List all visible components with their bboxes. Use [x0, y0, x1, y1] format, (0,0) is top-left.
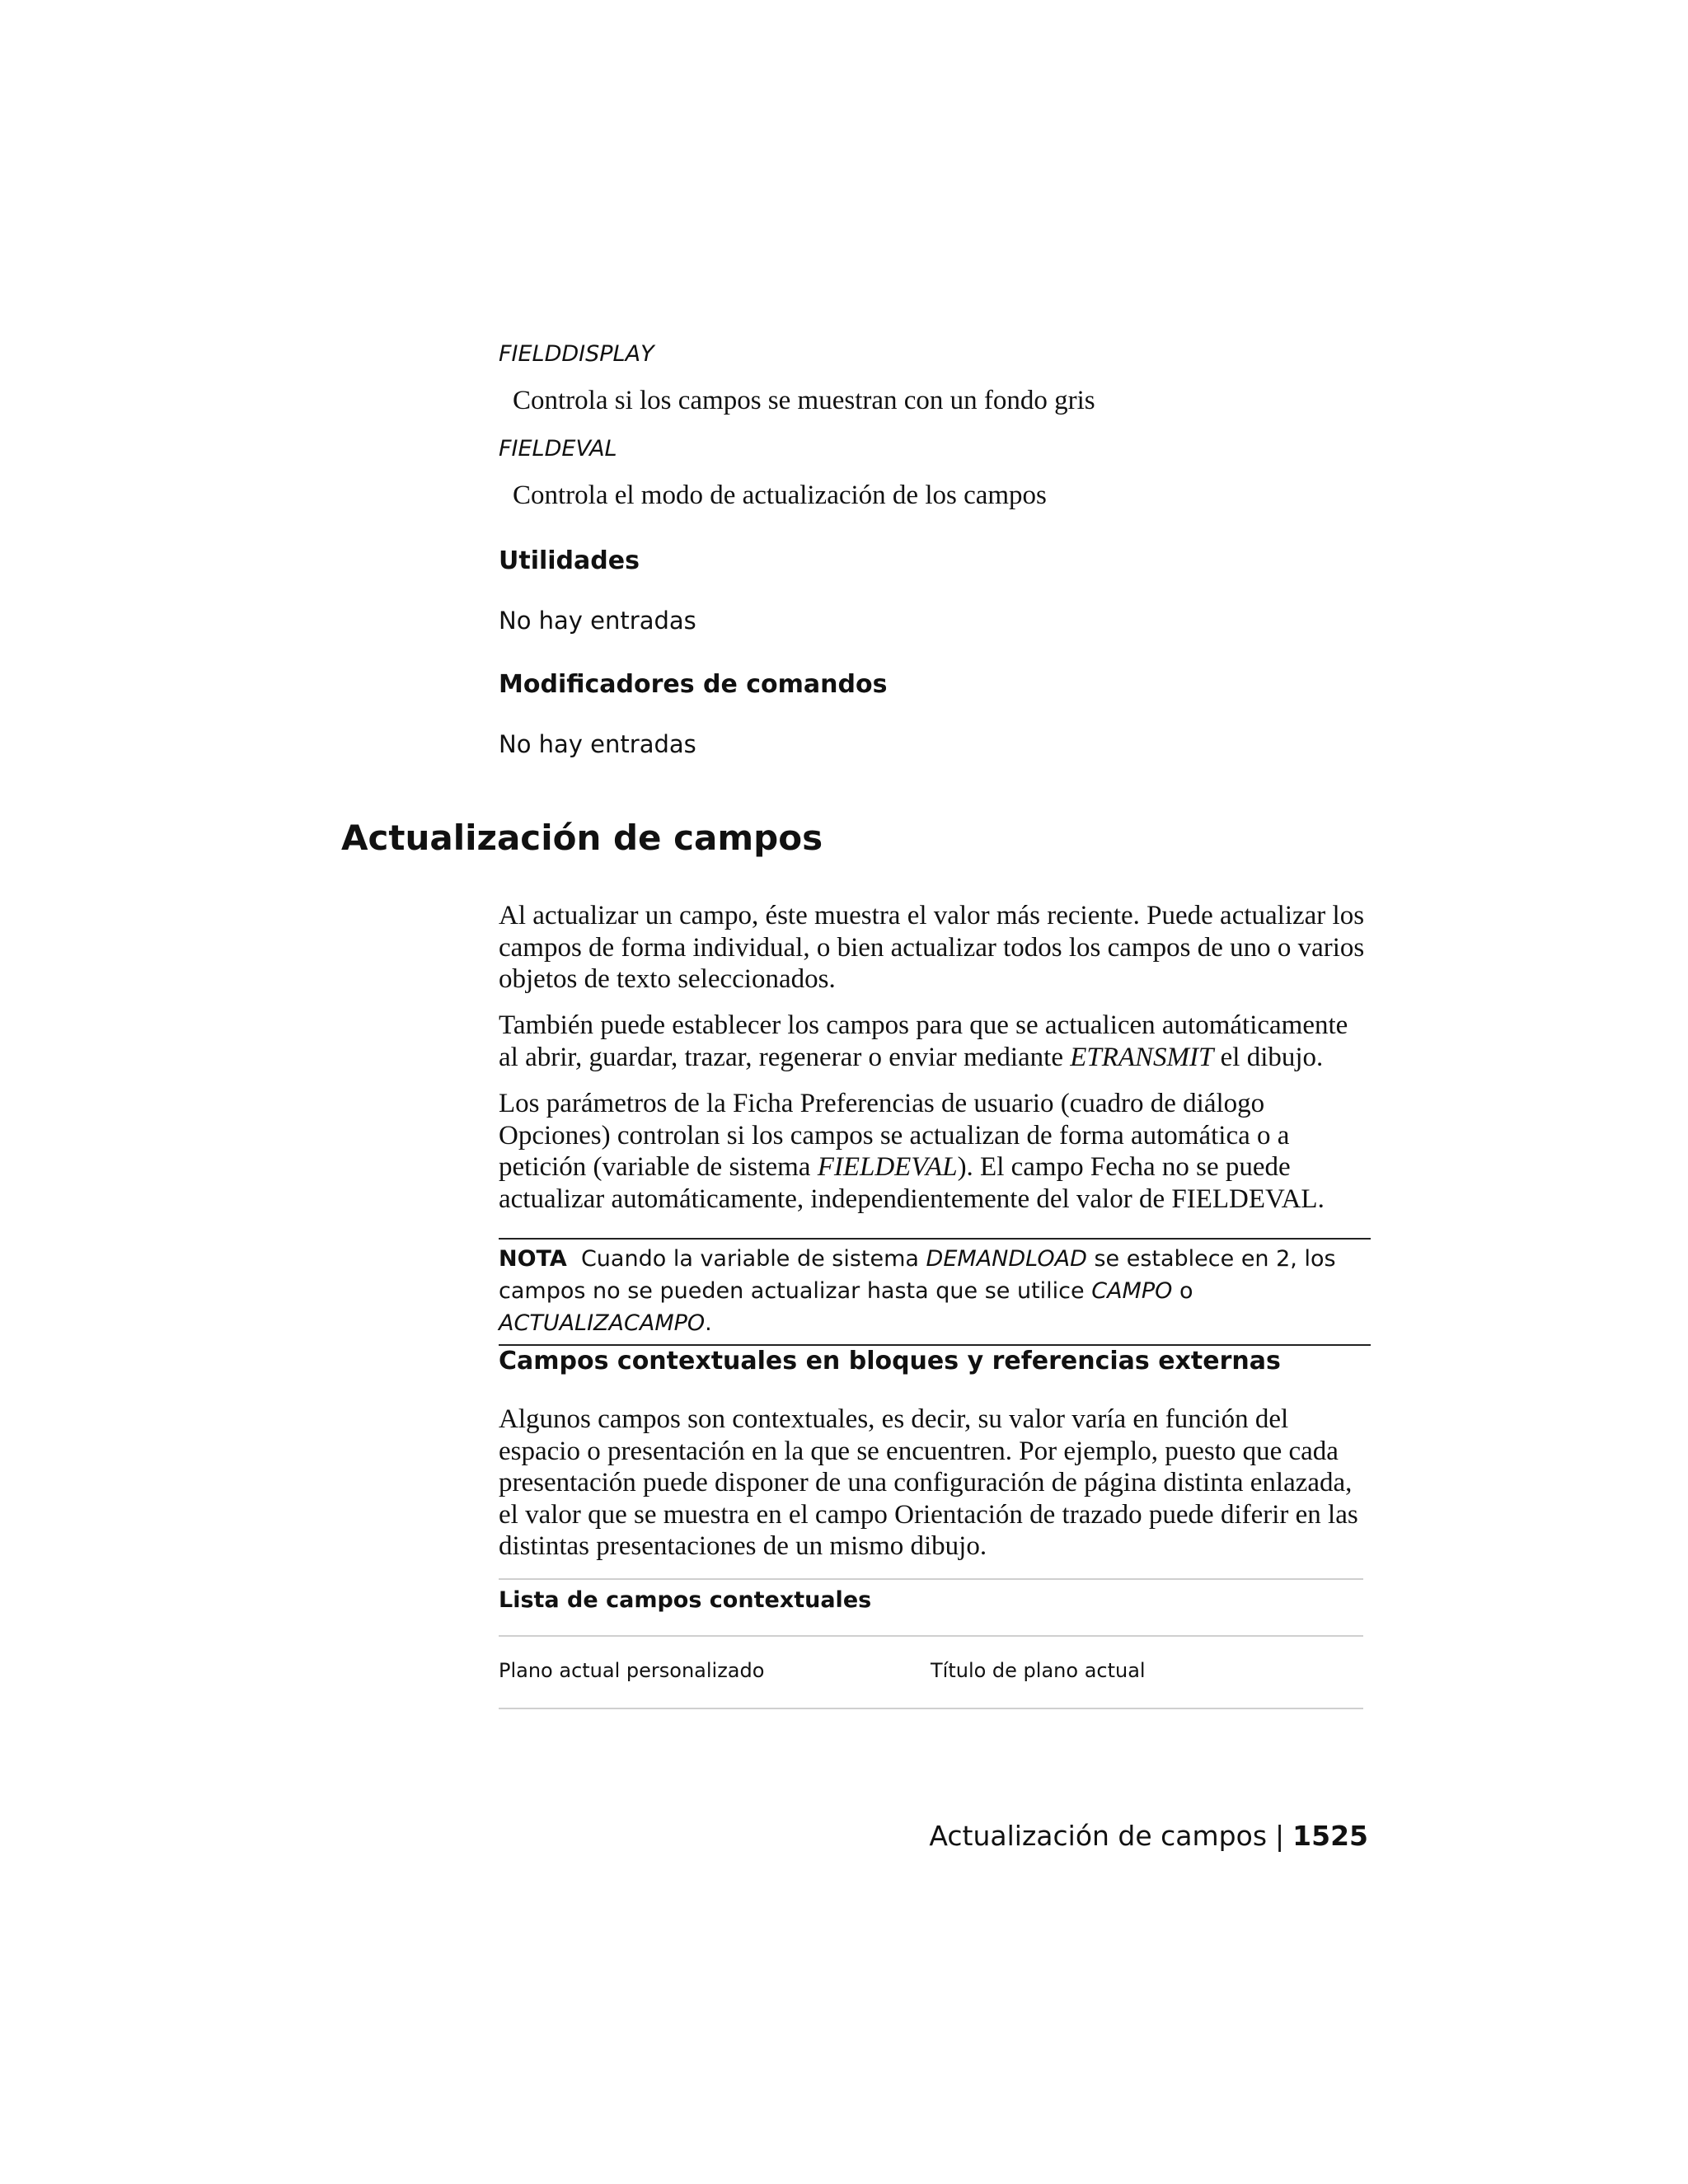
- footer-separator: |: [1275, 1820, 1285, 1852]
- table-cell: Título de plano actual: [931, 1659, 1146, 1682]
- term-fielddisplay-description: Controla si los campos se muestran con un fondo gris: [513, 386, 1095, 415]
- page-footer: [929, 1820, 1368, 1852]
- section-paragraph-1: Al actualizar un campo, éste muestra el valor más reciente. Puede actualizar los campos de forma individual, o bien actualizar todos los campos de uno o varios objetos de texto seleccionados.: [499, 901, 1365, 994]
- note-label: NOTA: [499, 1246, 567, 1272]
- table-header-rule: [499, 1635, 1363, 1637]
- section-title: Actualización de campos: [341, 818, 823, 858]
- table-top-rule: [499, 1578, 1363, 1580]
- term-fielddisplay: FIELDDISPLAY: [499, 341, 654, 367]
- table-header: Lista de campos contextuales: [499, 1587, 872, 1613]
- utilities-text: No hay entradas: [499, 607, 696, 635]
- footer-section-title: Actualización de campos: [929, 1820, 1268, 1852]
- utilities-heading: Utilidades: [499, 546, 640, 575]
- section-paragraph-2: También puede establecer los campos para que se actualicen automáticamente al abrir, guardar, trazar, regenerar o enviar mediante ETRANSMIT el dibujo.: [499, 1010, 1348, 1072]
- contextual-heading: Campos contextuales en bloques y referencias externas: [499, 1347, 1281, 1376]
- term-fieldeval-description: Controla el modo de actualización de los campos: [513, 480, 1047, 510]
- table-cell: Plano actual personalizado: [499, 1659, 765, 1682]
- term-fieldeval: FIELDEVAL: [499, 436, 617, 462]
- page-number: 1525: [1292, 1820, 1368, 1852]
- modifiers-text: No hay entradas: [499, 730, 696, 758]
- modifiers-heading: Modificadores de comandos: [499, 670, 888, 699]
- table-bottom-rule: [499, 1708, 1363, 1709]
- note-box: NOTA Cuando la variable de sistema DEMANDLOAD se establece en 2, los campos no se pueden actualizar hasta que se utilice CAMPO o ACTUALIZACAMPO.: [499, 1238, 1371, 1346]
- section-paragraph-3: Los parámetros de la Ficha Preferencias de usuario (cuadro de diálogo Opciones) controlan si los campos se actualizan de forma automática o a petición (variable de sistema FIELDEVAL). El campo Fecha no se puede actualizar automáticamente, independientemente del valor de FIELDEVAL.: [499, 1089, 1325, 1214]
- contextual-paragraph: Algunos campos son contextuales, es decir, su valor varía en función del espacio o presentación en la que se encuentren. Por ejemplo, puesto que cada presentación puede disponer de una configuración de página distinta enlazada, el valor que se muestra en el campo Orientación de trazado puede diferir en las distintas presentaciones de un mismo dibujo.: [499, 1404, 1358, 1561]
